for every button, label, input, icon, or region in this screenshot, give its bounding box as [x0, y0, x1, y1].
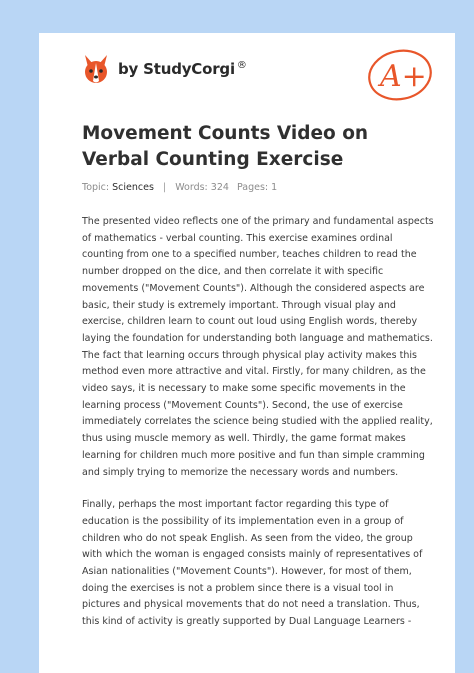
studycorgi-logo-link[interactable] [82, 53, 247, 85]
document-meta [82, 182, 277, 193]
document-title: Movement Counts Video on Verbal Counting Exercise [82, 123, 369, 170]
a-plus-grade-badge [364, 43, 440, 103]
grade-text: A+ [380, 59, 427, 94]
brand-name: by StudyCorgi ® [118, 60, 247, 78]
paragraph: The presented video reflects one of the primary and fundamental aspects of mathematics - verbal counting. This exercise examines ordinal counting from one to a specified number, teaches children to read the number dropped on the dice, and then correlate it with specific movements ("Movement Counts"). Although the considered aspects are basic, their study is extremely important. Through visual play and exercise, children learn to count out loud using English words, thereby laying the foundation for understanding both language and mathematics. The fact that learning occurs through physical play activity makes this method even more attractive and vital. Firstly, for many children, as the video says, it is necessary to make some specific movements in the learning process ("Movement Counts"). Second, the use of exercise immediately correlates the science being studied with the applied reality, thus using muscle memory as well. Thirdly, the game format makes learning for children much more positive and fun than simple cramming and simply trying to memorize the necessary words and numbers. [82, 216, 434, 478]
document-page [39, 33, 455, 673]
word-count: Words: 324 [175, 182, 229, 193]
meta-separator: | [162, 182, 167, 193]
topic-label: Topic: [82, 182, 110, 193]
page-count: Pages: 1 [236, 182, 278, 193]
paragraph: Finally, perhaps the most important factor regarding this type of education is the possibility of its implementation even in a group of children who do not speak English. As seen from the video, the group with which the woman is engaged consists mainly of representatives of Asian nationalities ("Movement Counts"). However, for most of them, doing the exercises is not a problem since there is a visual tool in pictures and physical movements that do not need a translation. Thus, this kind of activity is greatly supported by Dual Language Learners - [82, 499, 423, 628]
document-body [82, 214, 434, 647]
corgi-logo-icon [82, 53, 110, 85]
topic-link[interactable]: Sciences [112, 182, 154, 193]
registered-mark: ® [236, 60, 247, 71]
